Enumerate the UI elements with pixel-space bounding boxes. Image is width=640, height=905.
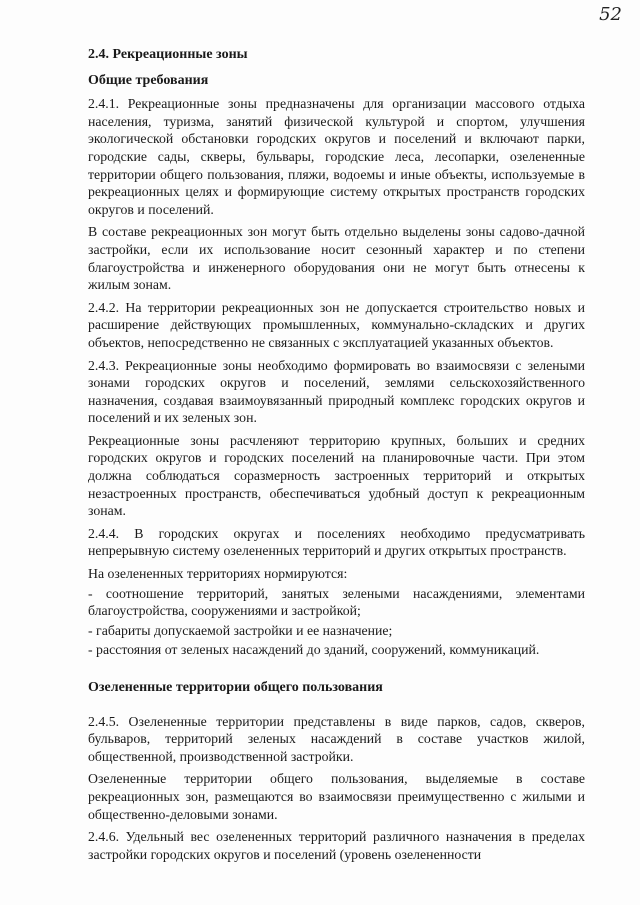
list-item: - расстояния от зеленых насаждений до зданий, сооружений, коммуникаций. bbox=[88, 642, 540, 658]
page-number: 52 bbox=[599, 4, 622, 25]
paragraph: 2.4.5. Озелененные территории представлены в виде парков, садов, скверов, бульваров, территорий зеленых насаждений в составе участков жилой, общественной, производственной застройки. bbox=[88, 713, 585, 764]
paragraph: 2.4.3. Рекреационные зоны необходимо формировать во взаимосвязи с зелеными зонами городских округов и поселений, землями сельскохозяйственного назначения, создавая взаимоувязанный природный комплекс городских округов и поселений и их зеленых зон. bbox=[88, 357, 585, 426]
paragraph: В составе рекреационных зон могут быть отдельно выделены зоны садово-дачной застройки, если их использование носит сезонный характер и по степени благоустройства и инженерного оборудования они не могут быть отнесены к жилым зонам. bbox=[88, 224, 585, 293]
paragraph: 2.4.6. Удельный вес озелененных территорий различного назначения в пределах застройки городских округов и поселений (уровень озелененности bbox=[88, 829, 585, 862]
paragraph: 2.4.4. В городских округах и поселениях необходимо предусматривать непрерывную систему озелененных территорий и других открытых пространств. bbox=[88, 525, 585, 559]
subsection-title: Озелененные территории общего пользования bbox=[88, 680, 383, 695]
norm-intro: На озелененных территориях нормируются: bbox=[88, 566, 348, 582]
paragraph: Озелененные территории общего пользования, выделяемые в составе рекреационных зон, размещаются во взаимосвязи преимущественно с жилыми и общественно-деловыми зонами. bbox=[88, 771, 585, 822]
list-item: - соотношение территорий, занятых зелеными насаждениями, элементами благоустройства, сооружениями и застройкой; bbox=[88, 585, 585, 619]
paragraph: 2.4.1. Рекреационные зоны предназначены для организации массового отдыха населения, туризма, занятий физической культурой и спортом, улучшения экологической обстановки городских округов и поселений и включают парки, городские сады, скверы, бульвары, городские леса, лесопарки, озелененные территории общего пользования, пляжи, водоемы и иные объекты, используемые в рекреационных целях и формирующие систему открытых пространств городских округов и поселений. bbox=[88, 96, 585, 217]
list-item: - габариты допускаемой застройки и ее назначение; bbox=[88, 622, 393, 638]
paragraph: Рекреационные зоны расчленяют территорию крупных, больших и средних городских округов и городских поселений на планировочные части. При этом должна соблюдаться соразмерность застроенных территорий и открытых незастроенных пространств, обеспечиваться удобный доступ к рекреационным зонам. bbox=[88, 432, 585, 519]
section-title: 2.4. Рекреационные зоны bbox=[88, 47, 248, 62]
paragraph: 2.4.2. На территории рекреационных зон не допускается строительство новых и расширение действующих промышленных, коммунально-складских и других объектов, непосредственно не связанных с эксплуатацией указанных объектов. bbox=[88, 299, 585, 350]
document-body bbox=[88, 36, 585, 868]
section-subtitle: Общие требования bbox=[88, 72, 209, 88]
